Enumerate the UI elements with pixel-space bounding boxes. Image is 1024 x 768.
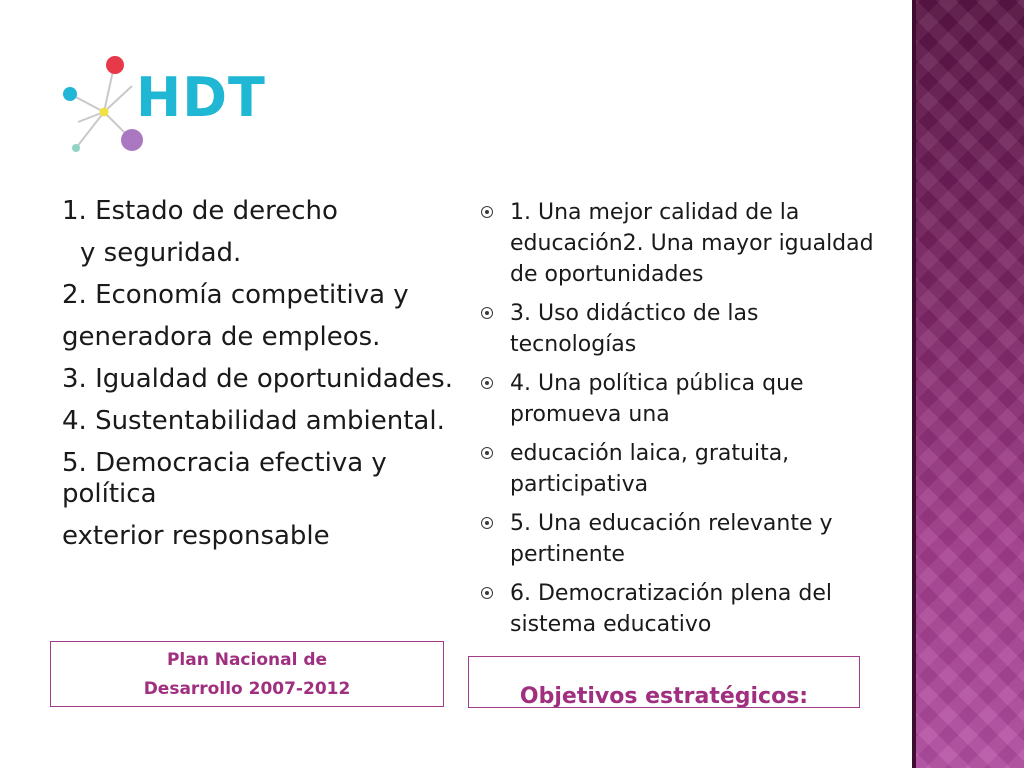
- list-item: [480, 578, 880, 640]
- caption-line: Desarrollo 2007-2012: [143, 679, 351, 699]
- left-item: generadora de empleos.: [62, 322, 381, 352]
- list-item: [480, 508, 880, 570]
- list-item: [480, 368, 880, 430]
- decorative-side-band: [912, 0, 1024, 768]
- list-item-text: 5. Una educación relevante y pertinente: [510, 511, 833, 567]
- list-item-text: 1. Una mejor calidad de la educación2. Una mayor igualdad de oportunidades: [510, 200, 874, 287]
- logo-dot-mint: [72, 144, 80, 152]
- list-item: [480, 197, 880, 290]
- logo-dot-red: [106, 56, 124, 74]
- bullet-icon: [481, 587, 493, 599]
- list-item-text: 6. Democratización plena del sistema educativo: [510, 581, 832, 637]
- logo-text: HDT: [136, 66, 266, 129]
- left-item: 1. Estado de derecho: [62, 196, 338, 226]
- logo-dot-cyan: [63, 87, 77, 101]
- caption-line: Plan Nacional de: [166, 650, 328, 670]
- bullet-icon: [481, 517, 493, 529]
- left-item: 2. Economía competitiva y: [62, 280, 409, 310]
- objetivos-list: [480, 197, 880, 648]
- left-item: 4. Sustentabilidad ambiental.: [62, 406, 445, 436]
- plan-nacional-caption: [50, 641, 444, 707]
- list-item: [480, 298, 880, 360]
- left-item: exterior responsable: [62, 521, 330, 551]
- left-item: y seguridad.: [80, 238, 242, 268]
- list-item-text: 3. Uso didáctico de las tecnologías: [510, 301, 759, 357]
- bullet-icon: [481, 206, 493, 218]
- left-item: 3. Igualdad de oportunidades.: [62, 364, 453, 394]
- bullet-icon: [481, 307, 493, 319]
- bullet-icon: [481, 447, 493, 459]
- caption-line: Objetivos estratégicos:: [519, 684, 809, 709]
- objetivos-caption: [468, 656, 860, 708]
- left-item: 5. Democracia efectiva y política: [62, 448, 387, 509]
- plan-nacional-list: [62, 196, 462, 563]
- list-item-text: educación laica, gratuita, participativa: [510, 441, 790, 497]
- logo-dot-yellow: [100, 108, 109, 117]
- list-item-text: 4. Una política pública que promueva una: [510, 371, 804, 427]
- bullet-icon: [481, 377, 493, 389]
- logo-dot-purple: [121, 129, 143, 151]
- list-item: [480, 438, 880, 500]
